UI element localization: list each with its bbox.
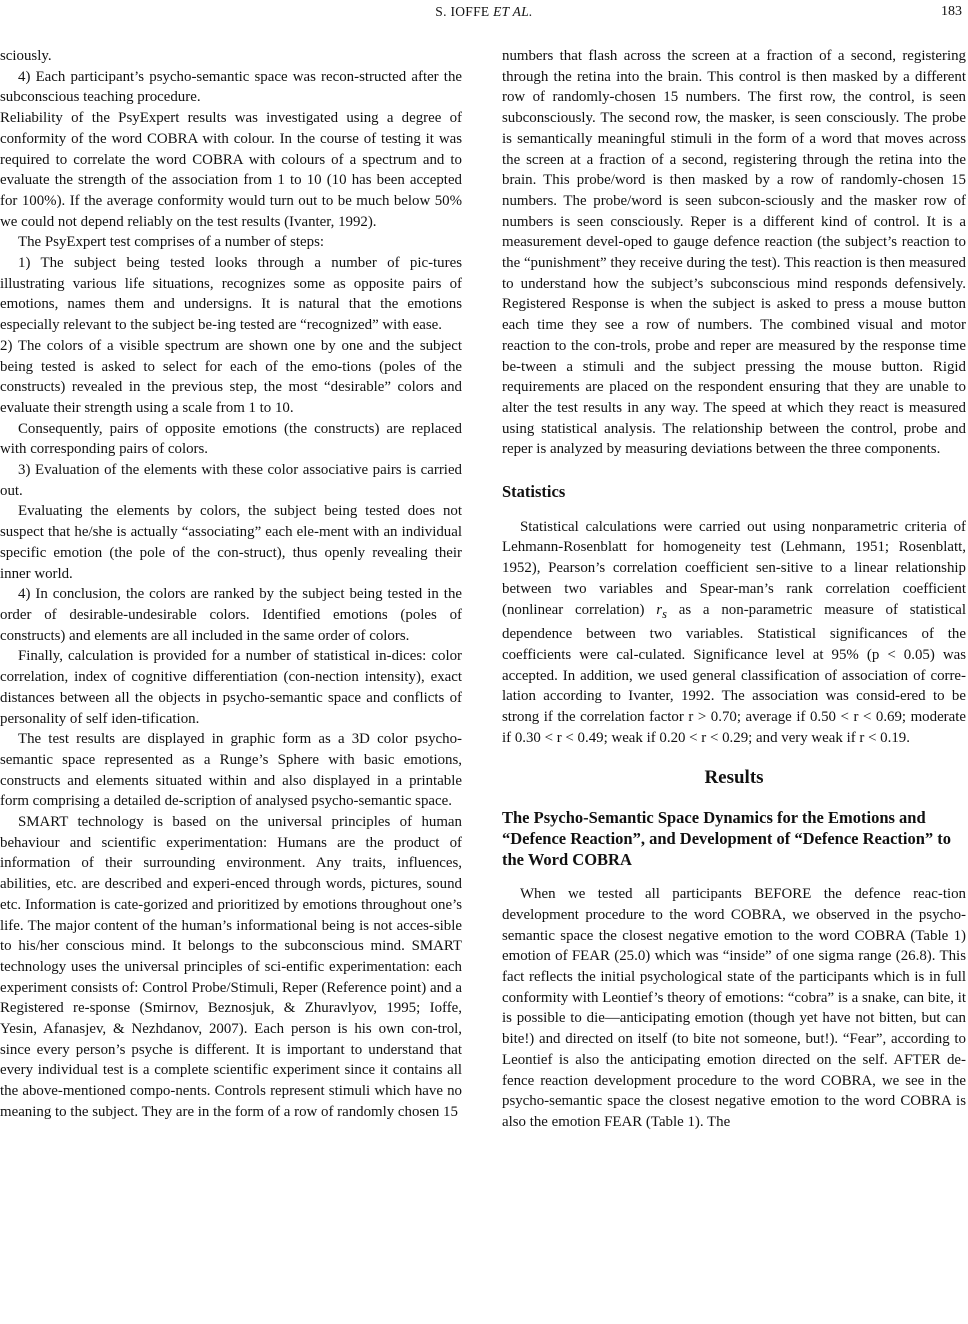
paragraph: The test results are displayed in graphic form as a 3D color psycho-semantic space represented as a Runge’s Sphere with basic emotions, constructs and elements situated within and also displayed in a printable form comprising a detailed de-scription of analysed psycho-semantic space. (0, 731, 462, 810)
paragraph: 1) The subject being tested looks through a number of pic-tures illustrating various life situations, recognizes some as opposite pairs of emotions, names them and undersigns. It is natural that the emotions especially relevant to the subject be-ing tested are “recognized” with ease. (0, 255, 462, 334)
statistics-heading: Statistics (502, 482, 566, 502)
paragraph: 2) The colors of a visible spectrum are shown one by one and the subject being tested is asked to select for each of the emo-tions (poles of the constructs) revealed in the previous step, the most “desirable” colors and evaluate their strength using a scale from 1 to 10. (0, 337, 462, 416)
paragraph: Evaluating the elements by colors, the subject being tested does not suspect that he/she is actually “associating” each ele-ment with an individual specific emotion (the pole of the con-struct), thus openly revealing their inner world. (0, 503, 462, 582)
paragraph: numbers that flash across the screen at a fraction of a second, registering through the retina into the brain. This control is then masked by a different row of randomly-chosen 15 numbers. The first row, the control, is seen subconsciously. The second row, the masker, is seen consciously. The probe is semantically meaningful stimuli in the form of a word that moves across the screen at a fraction of a second, registering through the retina into the brain. This probe/word is then masked by a row of randomly-chosen 15 numbers. The probe/word is seen subcon-sciously and the masker row of numbers is seen consciously. Reper is a different kind of control. It is a measurement devel-oped to gauge defence reaction (the subject’s reaction to the “punishment” they receive during the test). This reaction is then measured to understand how the subject’s subconscious mind responds defensively. Registered Response is when the subject is asked to press a mouse button each time they see a row of numbers. The combined visual and motor reaction to the con-trols, probe and reper are measured by the response time be-tween a stimuli and the subject pressing the mouse button. Rigid requirements are placed on the respondent ensuring that they are unable to alter the test results in any way. The speed at which they react is measured using statistical analysis. The relationship between the control, probe and reper is analyzed by measuring deviations between the three components. (502, 48, 966, 458)
author-name: S. IOFFE (435, 4, 490, 19)
statistics-paragraph (502, 517, 966, 749)
paragraph: 4) In conclusion, the colors are ranked by the subject being tested in the order of desirable-undesirable colors. Identified emotions (poles of constructs) and elements are all included in the same order of colors. (0, 586, 462, 644)
running-header (0, 0, 968, 26)
paragraph: 3) Evaluation of the elements with these color associative pairs is carried out. (0, 462, 462, 499)
paragraph: Finally, calculation is provided for a number of statistical in-dices: color correlation, index of cognitive differentiation (con-nection intensity), exact distances between all the objects in psycho-semantic space and conflicts of personality of self iden-tification. (0, 648, 462, 727)
paragraph: 4) Each participant’s psycho-semantic space was recon-structed after the subconscious teaching procedure. (0, 68, 462, 106)
right-column (502, 46, 966, 1133)
paragraph: Consequently, pairs of opposite emotions (the constructs) are replaced with corresponding pairs of colors. (0, 420, 462, 458)
subsection-heading: The Psycho-Semantic Space Dynamics for the Emotions and “Defence Reaction”, and Development of “Defence Reaction” to the Word COBRA (502, 808, 952, 870)
et-al: ET AL. (493, 4, 533, 19)
paragraph: The PsyExpert test comprises of a number of steps: (18, 234, 325, 251)
rs-symbol (656, 601, 667, 621)
paragraph: SMART technology is based on the universal principles of human behaviour and scientific experimentation: Humans are the product of information of their surrounding environment. Any traits, influences, abilities, etc. are described and experi-enced through words, pictures, sound etc. Information is cate-gorized and prioritized by emotions throughout one’s life. The major content of the human’s informational being is not acces-sible to his/her conscious mind. It belongs to the subconscious mind. SMART technology uses the universal principles of sci-entific experimentation: each experiment consists of: Control Probe/Stimuli, Reper (Reference point) and a Registered re-sponse (Smirnov, Beznosjuk, & Zhuravlyov, 1995; Ioffe, Yesin, Afanasjev, & Nezhdanov, 2007). Each person is his own con-trol, since every person’s psyche is different. It is important to understand that every individual test is a complete scientific experiment since it contains all the above-mentioned compo-nents. Controls represent stimuli which have no meaning to the subject. They are in the form of a row of randomly chosen 15 (0, 814, 462, 1120)
rs-subscript: s (662, 606, 667, 621)
left-column (0, 46, 462, 1123)
paragraph: Reliability of the PsyExpert results was investigated using a degree of conformity of the word COBRA with colour. In the course of testing it was required to correlate the word COBRA with colours of a spectrum and to evaluate the strength of the association from 1 to 10 (10 has been accepted for 100%). If the average conformity would turn out to be much below 50% we could not depend reliably on the test results (Ivanter, 1992). (0, 110, 462, 230)
text-span: Statistical calculations were carried out using nonparametric criteria of Lehmann-Rosenblatt for homogeneity test (Lehmann, 1951; Rosenblatt, 1952), Pearson’s correlation coefficient sen-sitive to a linear relationship between two variables and Spear-man’s rank correlation coefficient (nonlinear correlation) (502, 518, 966, 618)
paragraph: When we tested all participants BEFORE the defence reac-tion development procedure to the word COBRA, we observed in the psycho-semantic space the closest negative emotion to the word COBRA (Table 1) emotion of FEAR (25.0) which was “inside” of one sigma range (26.8). This fact reflects the initial psychological state of the participants which is in full conformity with Leontief’s theory of emotions: “cobra” is a snake, can bite, it is possible to die—anticipating emotion (though yet have not bitten, but can bite!) and directed on itself (to bite not someone, but!). “Fear”, according to Leontief is also the anticipating emotion directed on the self. AFTER de-fence reaction development procedure to the word COBRA, we see in the psycho-semantic space the closest negative emotion to the word COBRA is also the emotion FEAR (Table 1). The (502, 886, 966, 1130)
running-head (0, 4, 968, 20)
paragraph: sciously. (0, 48, 52, 64)
text-span: as a non-parametric measure of statistical dependence between two variables. Statistical significances of the coefficients were cal-culated. Significance level at 95% (p < 0.05) was accepted. In addition, we used general classification of association of corre-lation according to Ivanter, 1992. The association was consid-ered to be strong if the correlation factor r > 0.70; average if 0.50 < r < 0.69; moderate if 0.30 < r < 0.49; weak if 0.20 < r < 0.29; and very weak if r < 0.19. (502, 601, 966, 746)
rs-letter: r (656, 601, 663, 618)
page-number: 183 (941, 4, 962, 19)
results-heading: Results (704, 767, 764, 789)
